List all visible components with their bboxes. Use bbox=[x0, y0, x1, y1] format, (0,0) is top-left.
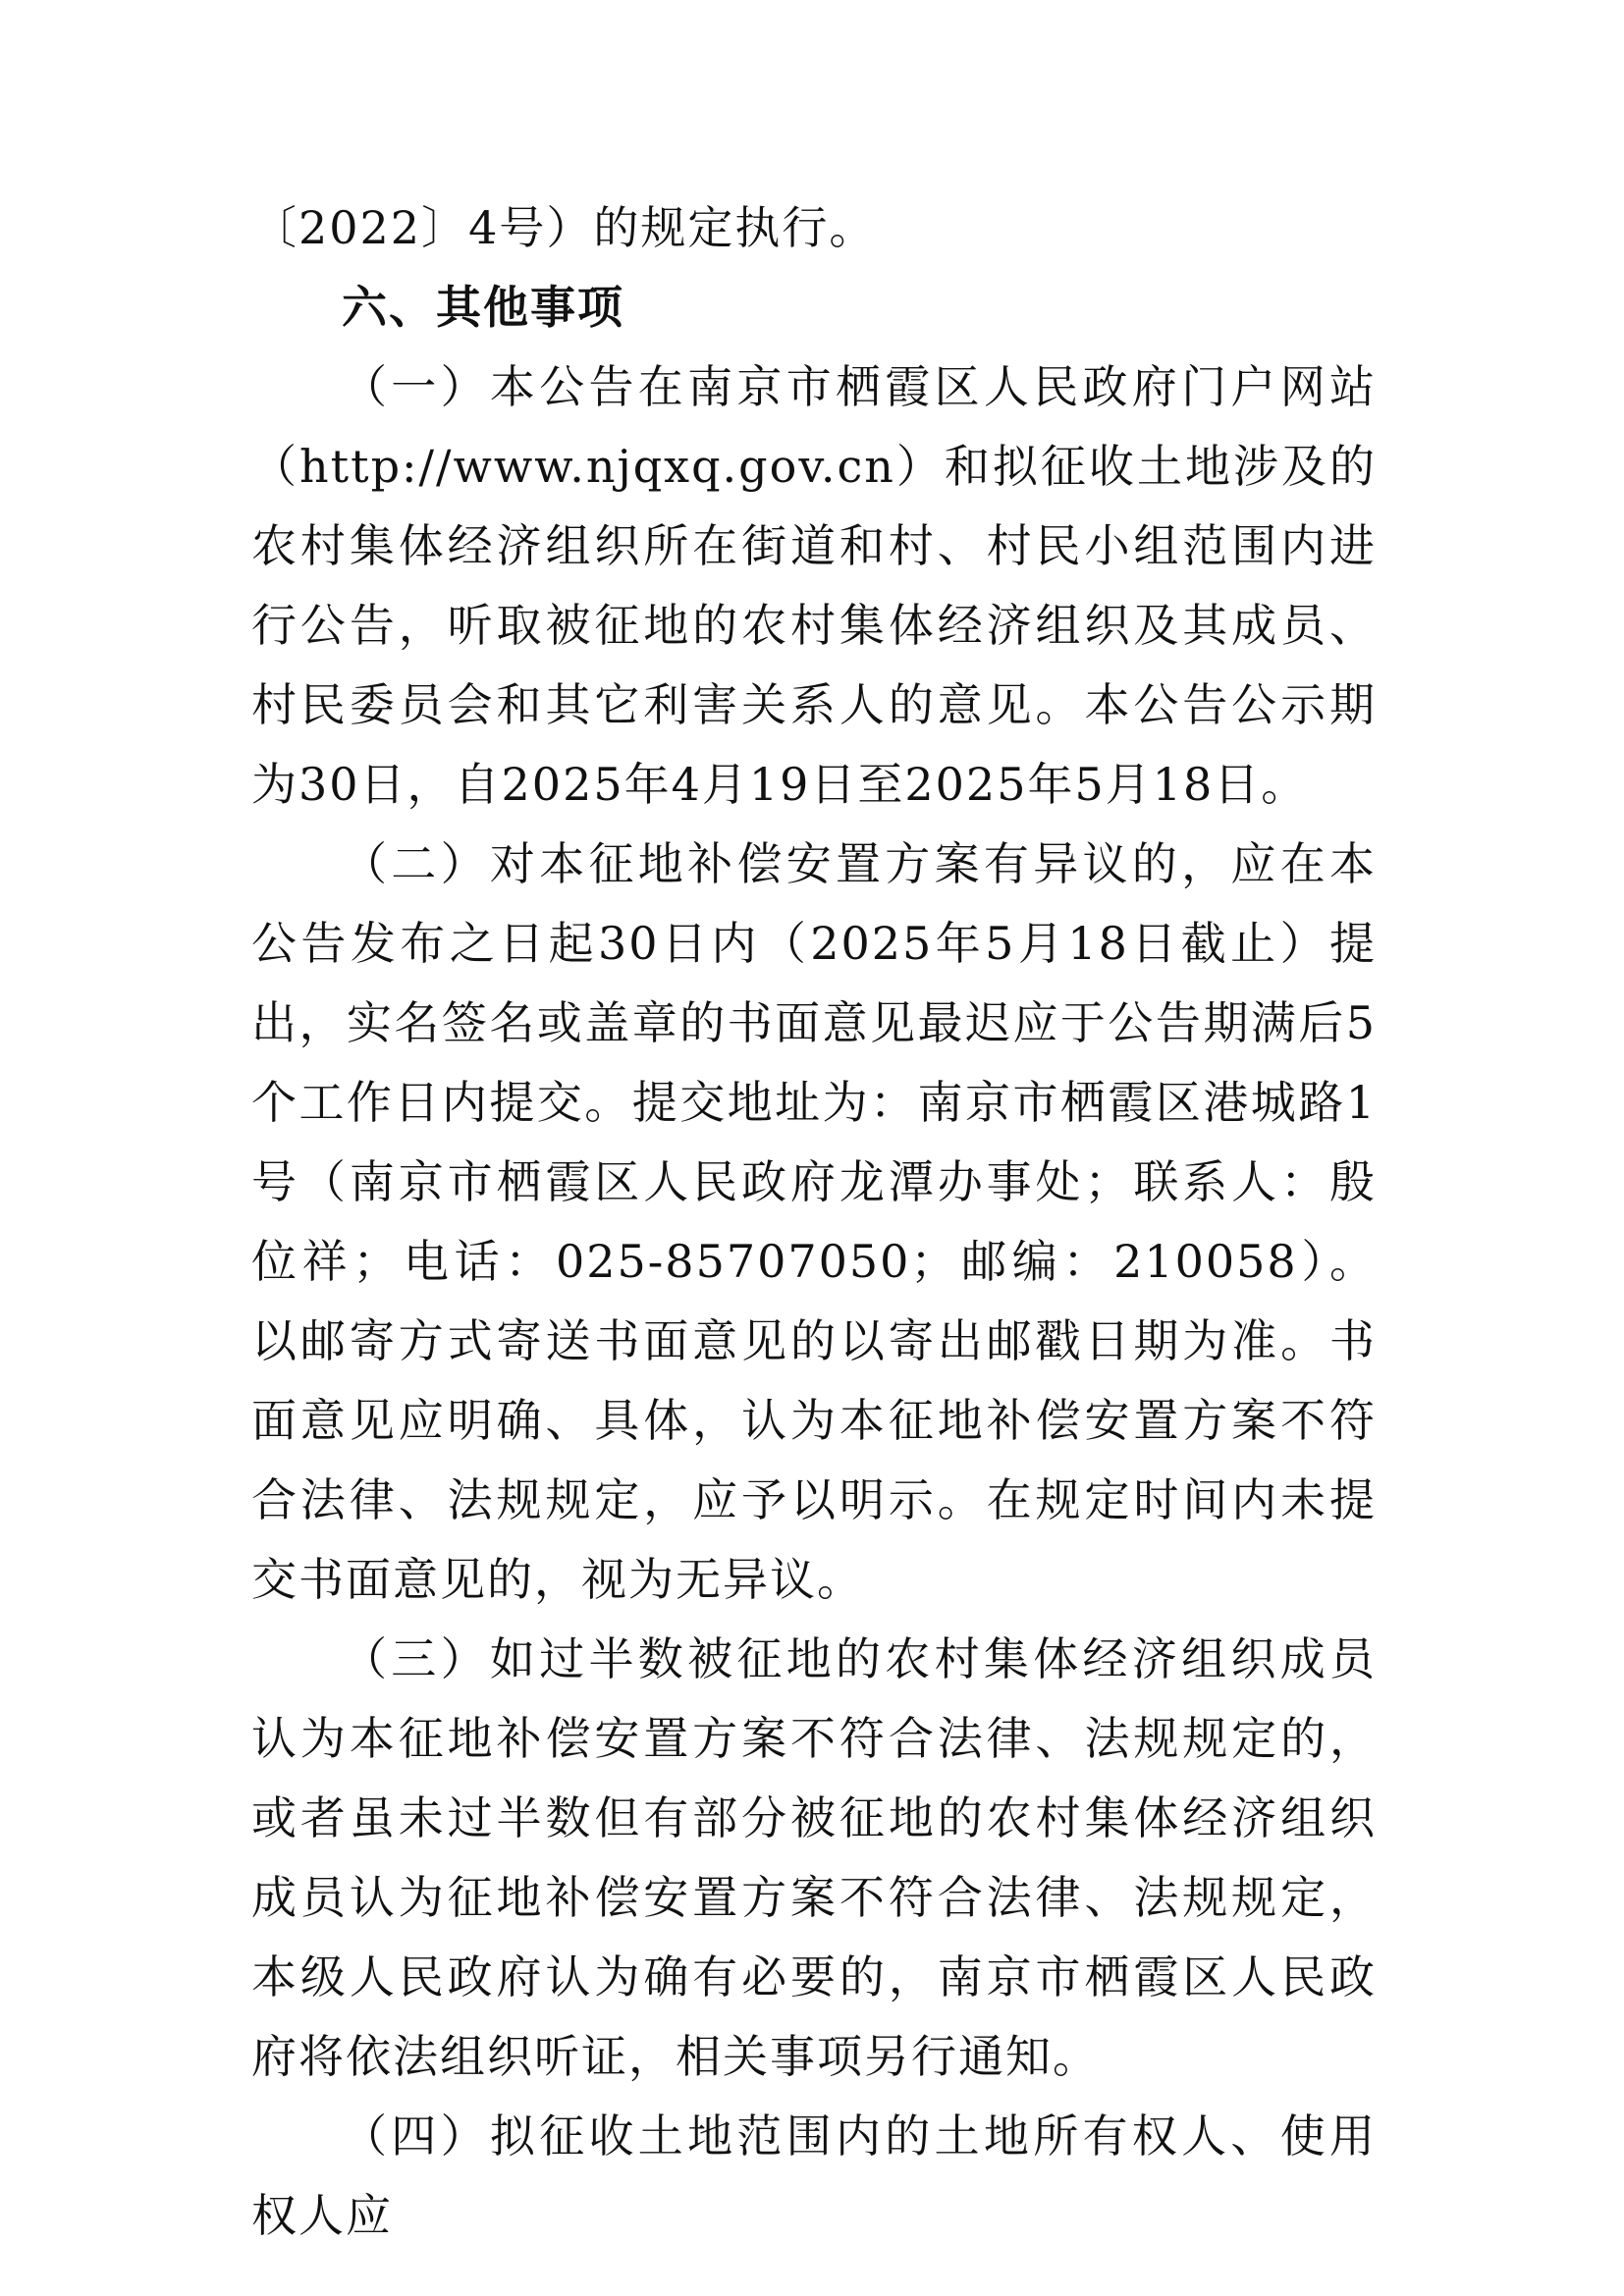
paragraph-item-3: （三）如过半数被征地的农村集体经济组织成员认为本征地补偿安置方案不符合法律、法规规定的，或者虽未过半数但有部分被征地的农村集体经济组织成员认为征地补偿安置方案不符合法律、法规规定，本级人民政府认为确有必要的，南京市栖霞区人民政府将依法组织听证，相关事项另行通知。 bbox=[251, 1632, 1377, 2083]
section-heading: 六、其他事项 bbox=[342, 281, 624, 334]
document-body bbox=[251, 188, 1377, 2256]
paragraph-item-2: （二）对本征地补偿安置方案有异议的，应在本公告发布之日起30日内（2025年5月18日截止）提出，实名签名或盖章的书面意见最迟应于公告期满后5个工作日内提交。提交地址为：南京市栖霞区港城路1号（南京市栖霞区人民政府龙潭办事处；联系人：殷位祥；电话：025-85707050；邮编：210058）。以邮寄方式寄送书面意见的以寄出邮戳日期为准。书面意见应明确、具体，认为本征地补偿安置方案不符合法律、法规规定，应予以明示。在规定时间内未提交书面意见的，视为无异议。 bbox=[251, 837, 1377, 1606]
paragraph-item-4: （四）拟征收土地范围内的土地所有权人、使用权人应 bbox=[251, 2109, 1377, 2242]
paragraph-item-1: （一）本公告在南京市栖霞区人民政府门户网站（http://www.njqxq.gov.cn）和拟征收土地涉及的农村集体经济组织所在街道和村、村民小组范围内进行公告，听取被征地的农村集体经济组织及其成员、村民委员会和其它利害关系人的意见。本公告公示期为30日，自2025年4月19日至2025年5月18日。 bbox=[251, 360, 1377, 811]
paragraph-continuation: 〔2022〕4号）的规定执行。 bbox=[251, 201, 877, 254]
